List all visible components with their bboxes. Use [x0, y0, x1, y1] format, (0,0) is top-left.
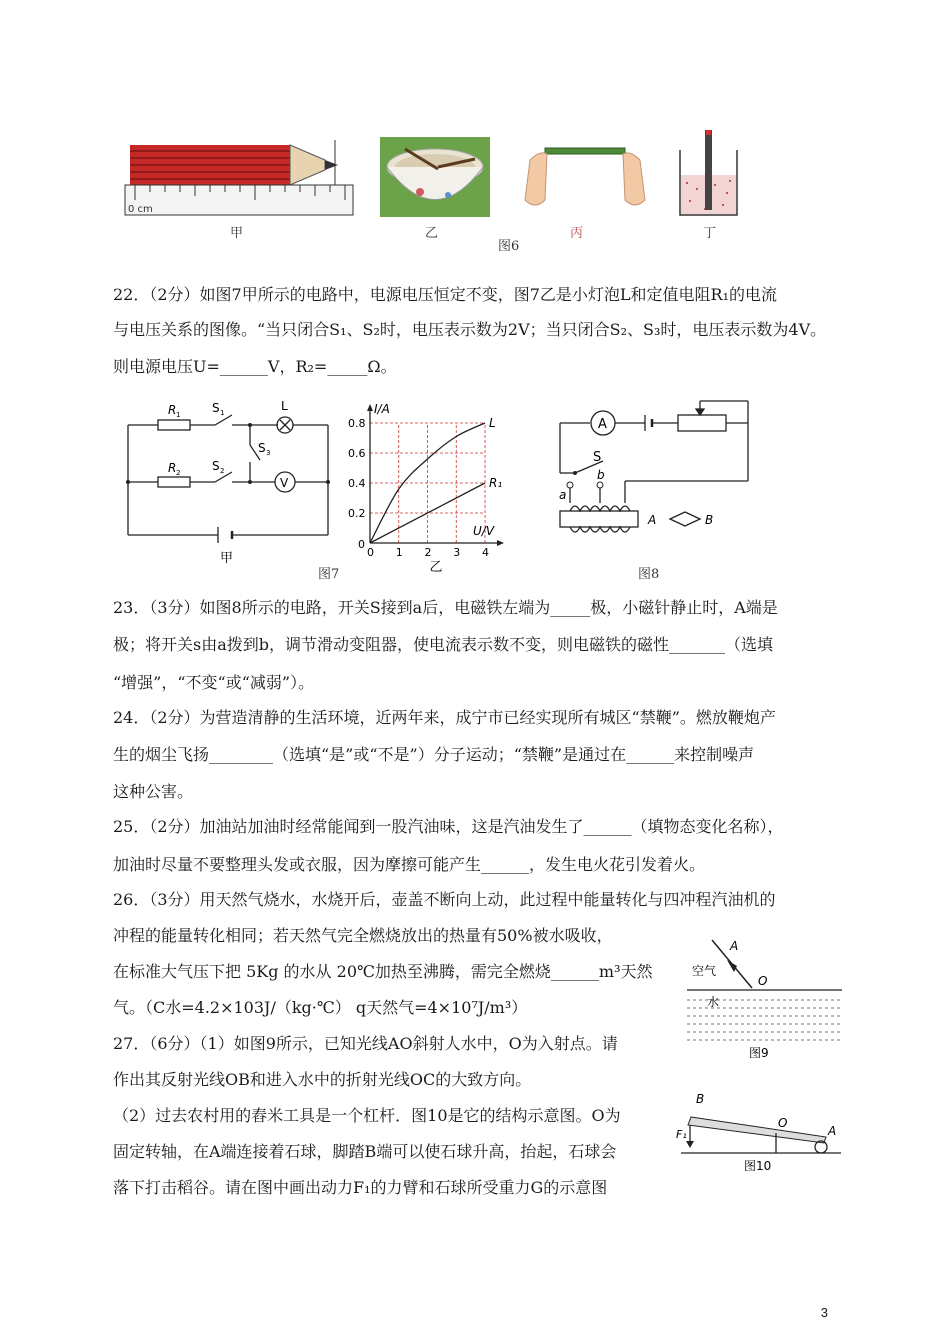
- svg-text:2: 2: [176, 469, 181, 477]
- q23-line3: “增强”，“不变“或“减弱”）。: [113, 673, 315, 692]
- fig8-caption: 图8: [638, 567, 660, 582]
- q26-line1: 26．（3分）用天然气烧水，水烧开后，壶盖不断向上动，此过程中能量转化与四冲程汽油机的: [113, 890, 776, 909]
- q22-line1: 22．（2分）如图7甲所示的电路中，电源电压恒定不变，图7乙是小灯泡L和定值电阻R₁的电流: [113, 285, 777, 304]
- x-tick-label: 1: [395, 546, 403, 559]
- svg-text:2: 2: [220, 467, 225, 475]
- fig7-s1-label: S: [212, 401, 220, 415]
- fig8-endB-label: B: [705, 513, 714, 527]
- x-tick-label: 3: [453, 546, 461, 559]
- series-label: L: [489, 416, 496, 430]
- fig6-label-ding: 丁: [703, 226, 717, 241]
- fig7-voltmeter-label: V: [280, 476, 289, 490]
- q25-line2: 加油时尽量不要整理头发或衣服，因为摩擦可能产生______，发生电火花引发着火。: [113, 855, 706, 874]
- q26-line4: 气。（C水=4.2×103J/（kg·℃） q天然气=4×10⁷J/m³）: [113, 998, 528, 1017]
- x-tick-label: 4: [482, 546, 489, 559]
- fig7-iu-chart: [345, 398, 510, 573]
- fig8-ammeter-label: A: [598, 417, 607, 432]
- q24-line2: 生的烟尘飞扬________（选填“是”或“不是”）分子运动；“禁鞭”是通过在______来控制噪声: [113, 745, 755, 764]
- fig7-s3-label: S: [258, 441, 266, 455]
- fig9-refraction: [682, 930, 847, 1060]
- q22-line2: 与电压关系的图像。“当只闭合S₁、S₂时，电压表示数为2V；当只闭合S₂、S₃时，电压表示数为4V。: [113, 320, 827, 339]
- fig6-label-bing: 丙: [570, 226, 584, 241]
- x-axis-arrow: [497, 540, 504, 546]
- q23-line2: 极；将开关s由a拨到b，调节滑动变阻器，使电流表示数不变，则电磁铁的磁性_______（选填: [113, 635, 773, 654]
- svg-text:1: 1: [176, 411, 181, 419]
- q26-line3: 在标准大气压下把 5Kg 的水从 20℃加热至沸腾，需完全燃烧______m³天然: [113, 962, 653, 981]
- q25-line1: 25．（2分）加油站加油时经常能闻到一股汽油味，这是汽油发生了______（填物态变化名称），: [113, 817, 784, 836]
- fig6-label-jia: 甲: [230, 226, 244, 241]
- fig9-water-label: 水: [707, 995, 720, 1009]
- fig6-label-yi: 乙: [425, 226, 439, 241]
- fig7-circuit: [120, 390, 335, 570]
- q27-line4: 固定转轴，在A端连接着石球，脚踏B端可以使石球升高，抬起，石球会: [113, 1142, 617, 1161]
- fig8-b-label: b: [597, 468, 605, 482]
- fig7-label-jia: 甲: [220, 551, 234, 566]
- fig7-r2-label: R: [168, 461, 177, 475]
- x-tick-label: 2: [424, 546, 432, 559]
- fig7-s2-label: S: [212, 459, 220, 473]
- fig8-a-label: a: [559, 488, 567, 502]
- figure-6: [120, 125, 740, 255]
- fig10-caption: 图10: [744, 1159, 772, 1173]
- svg-text:1: 1: [220, 409, 225, 417]
- fig10-F1-label: F₁: [676, 1128, 687, 1141]
- beaker-figure: [675, 125, 745, 220]
- series-label: R₁: [489, 476, 503, 490]
- fig6-caption: 图6: [498, 239, 520, 254]
- fig10-O-label: O: [778, 1116, 788, 1130]
- x-axis-label: U/V: [473, 524, 495, 538]
- q24-line1: 24．（2分）为营造清静的生活环境，近两年来，成宁市已经实现所有城区“禁鞭”。燃放鞭炮产: [113, 708, 776, 727]
- fig9-A-label: A: [730, 939, 739, 953]
- fig7-lamp-label: L: [281, 399, 288, 413]
- y-tick-label: 0.4: [348, 477, 366, 490]
- q26-line2: 冲程的能量转化相同；若天然气完全燃烧放出的热量有50%被水吸收，: [113, 926, 613, 945]
- fig10-lever: [676, 1085, 846, 1175]
- q24-line3: 这种公害。: [113, 782, 194, 801]
- origin-label: 0: [358, 538, 365, 551]
- y-tick-label: 0.8: [348, 417, 366, 430]
- fig9-O-label: O: [758, 974, 768, 988]
- ruler-unit: 0 cm: [128, 204, 153, 215]
- y-axis-label: I/A: [374, 402, 390, 416]
- fig8-switch-label: S: [593, 450, 602, 465]
- q22-line3: 则电源电压U=______V，R₂=_____Ω。: [113, 357, 397, 376]
- fig7-caption: 图7: [318, 567, 340, 582]
- q27-line1: 27．（6分）（1）如图9所示，已知光线AO斜射人水中，O为入射点。请: [113, 1034, 618, 1053]
- q23-line1: 23．（3分）如图8所示的电路，开关S接到a后，电磁铁左端为_____极，小磁针静止时，A端是: [113, 598, 778, 617]
- fig10-A-label: A: [828, 1124, 837, 1138]
- pencil-body: [130, 145, 338, 185]
- pencil-ruler-figure: [120, 130, 360, 225]
- y-tick-label: 0.6: [348, 447, 366, 460]
- fig9-air-label: 空气: [692, 964, 717, 978]
- fig8-endA-label: A: [648, 513, 657, 527]
- page-number: 3: [820, 1305, 828, 1320]
- bowl-photo: [380, 137, 490, 217]
- fig8-electromagnet-circuit: [555, 393, 755, 543]
- fig9-caption: 图9: [749, 1046, 769, 1060]
- y-axis-arrow: [367, 404, 373, 411]
- svg-text:3: 3: [266, 449, 271, 457]
- y-tick-label: 0.2: [348, 507, 366, 520]
- q27-line2: 作出其反射光线OB和进入水中的折射光线OC的大致方向。: [113, 1070, 532, 1089]
- hands-rod-figure: [515, 140, 655, 220]
- q27-line3: （2）过去农村用的舂米工具是一个杠杆．图10是它的结构示意图。O为: [113, 1106, 621, 1125]
- fig7-label-yi: 乙: [429, 560, 443, 573]
- fig7-r1-label: R: [168, 403, 177, 417]
- fig10-B-label: B: [696, 1092, 705, 1106]
- q27-line5: 落下打击稻谷。请在图中画出动力F₁的力臂和石球所受重力G的示意图: [113, 1178, 608, 1197]
- x-tick-label: 0: [367, 546, 374, 559]
